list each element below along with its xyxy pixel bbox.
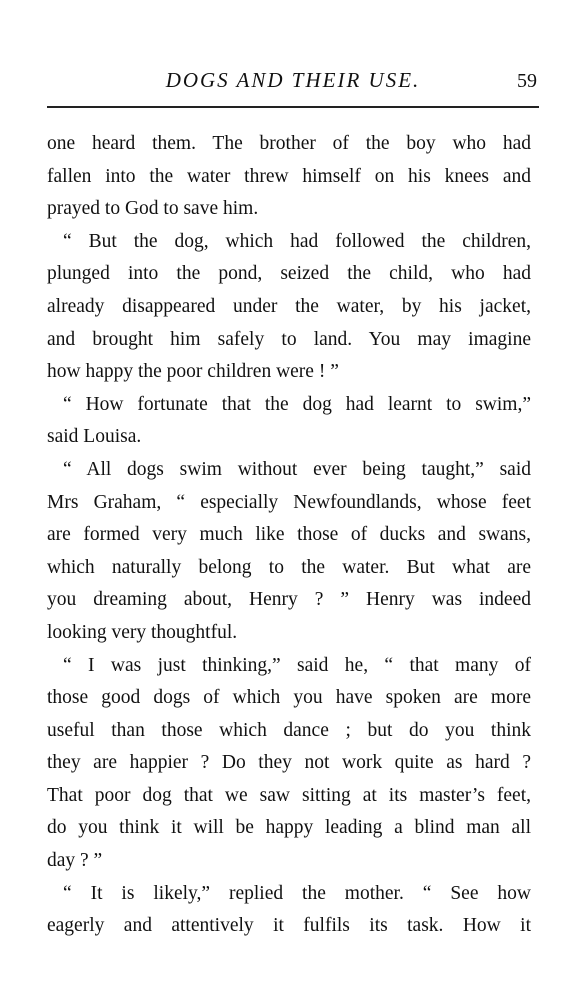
text-line: they are happier ? Do they not work quite as hard ?	[47, 752, 531, 774]
body-text	[47, 128, 531, 943]
text-line: day ? ”	[47, 850, 103, 872]
text-line: That poor dog that we saw sitting at its master’s feet,	[47, 784, 531, 806]
text-line: already disappeared under the water, by his jacket,	[47, 295, 531, 317]
text-line: looking very thoughtful.	[47, 621, 238, 643]
text-line: “ How fortunate that the dog had learnt to swim,”	[63, 393, 531, 415]
text-line: Mrs Graham, “ especially Newfoundlands, whose feet	[47, 491, 531, 513]
running-title: DOGS AND THEIR USE.	[165, 68, 421, 92]
text-line: prayed to God to save him.	[47, 198, 259, 220]
text-line: fallen into the water threw himself on his knees and	[47, 165, 531, 187]
text-line: useful than those which dance ; but do you think	[47, 719, 531, 741]
header-rule	[47, 106, 539, 108]
text-line: plunged into the pond, seized the child, who had	[47, 263, 531, 285]
text-line: how happy the poor children were ! ”	[47, 361, 339, 383]
text-line: “ I was just thinking,” said he, “ that many of	[63, 654, 531, 676]
text-line: one heard them. The brother of the boy who had	[47, 133, 531, 154]
text-line: are formed very much like those of ducks and swans,	[47, 524, 531, 546]
text-line: “ All dogs swim without ever being taught,” said	[63, 458, 531, 480]
text-line: do you think it will be happy leading a blind man all	[47, 817, 531, 839]
text-line: “ It is likely,” replied the mother. “ See how	[63, 882, 531, 904]
page-header	[47, 62, 539, 102]
text-line: which naturally belong to the water. But what are	[47, 556, 531, 578]
text-line: “ But the dog, which had followed the children,	[63, 230, 531, 252]
text-line: eagerly and attentively it fulfils its task. How it	[47, 915, 531, 937]
text-line: said Louisa.	[47, 426, 142, 448]
text-line: you dreaming about, Henry ? ” Henry was indeed	[47, 589, 531, 611]
text-line: those good dogs of which you have spoken are more	[47, 687, 531, 709]
text-line: and brought him safely to land. You may imagine	[47, 328, 531, 350]
page-number: 59	[517, 70, 537, 92]
